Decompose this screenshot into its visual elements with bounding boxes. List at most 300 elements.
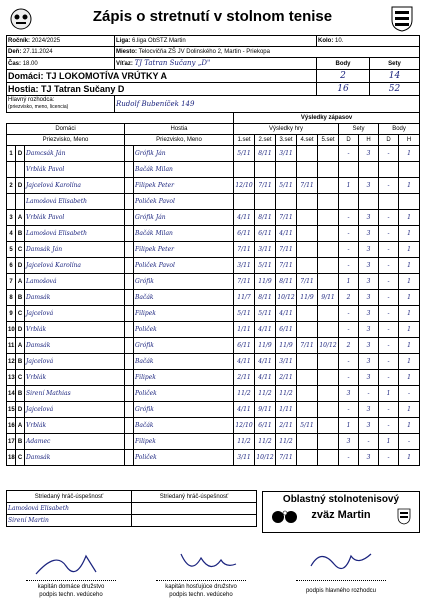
sets-home: -	[339, 242, 359, 258]
dh-header: H	[399, 135, 420, 146]
row-letter: D	[16, 146, 25, 162]
federation-box	[262, 491, 420, 533]
set-score: 8/11	[255, 210, 276, 226]
set-score	[297, 194, 318, 210]
row-number: 1	[7, 146, 16, 162]
table-row	[7, 210, 420, 226]
set-score: 11/2	[234, 386, 255, 402]
table-row	[7, 226, 420, 242]
coat-of-arms-icon	[397, 508, 411, 525]
set-score: 11/2	[255, 434, 276, 450]
striedany-domaci: Striedaný hráč-úspešnosť	[7, 491, 132, 503]
set-score: 11/9	[276, 338, 297, 354]
sets-guest: 3	[359, 354, 379, 370]
sig-home-caption: kapitán domáce družstvo	[37, 584, 105, 590]
set-score: 2/11	[234, 370, 255, 386]
set-score: 4/11	[276, 226, 297, 242]
row-number: 16	[7, 418, 16, 434]
set-score	[318, 226, 339, 242]
den-label: Deň:	[8, 49, 22, 55]
set-header: 4.set	[297, 135, 318, 146]
sets-guest: 3	[359, 146, 379, 162]
row-number	[7, 194, 16, 210]
kolo-label: Kolo:	[318, 38, 334, 44]
row-number: 14	[7, 386, 16, 402]
separator-cell	[125, 146, 134, 162]
points-guest: 1	[399, 450, 420, 466]
table-row	[7, 322, 420, 338]
home-player: Damsák	[25, 290, 125, 306]
set-score: 7/11	[255, 178, 276, 194]
separator-cell	[125, 226, 134, 242]
rozhodca-value: Rudolf Bubeníček 149	[115, 96, 420, 113]
home-player: Sirení Mathias	[25, 386, 125, 402]
sets-home	[339, 194, 359, 210]
points-home: -	[379, 322, 399, 338]
domaci-body: 2	[317, 70, 370, 83]
set-score	[297, 402, 318, 418]
points-guest: -	[399, 434, 420, 450]
rocnik-value: 2024/2025	[31, 38, 61, 44]
set-score	[318, 450, 339, 466]
guest-player: Filipek Peter	[134, 242, 234, 258]
sig-home-caption2: podpis techn. vedúceho	[39, 592, 103, 598]
domaci-sety: 14	[370, 70, 420, 83]
row-number: 9	[7, 306, 16, 322]
miesto-label: Miesto:	[116, 49, 137, 55]
points-guest: 1	[399, 322, 420, 338]
sets-guest: 3	[359, 370, 379, 386]
sets-home: -	[339, 370, 359, 386]
points-guest: 1	[399, 370, 420, 386]
set-header: 5.set	[318, 135, 339, 146]
set-score	[276, 194, 297, 210]
dh-header: D	[379, 135, 399, 146]
sets-home: 1	[339, 178, 359, 194]
home-player: Jajcelová	[25, 354, 125, 370]
set-score: 7/11	[234, 242, 255, 258]
set-score	[297, 370, 318, 386]
points-guest: 1	[399, 274, 420, 290]
set-score: 6/11	[255, 418, 276, 434]
table-row	[7, 290, 420, 306]
points-home: -	[379, 146, 399, 162]
set-score: 7/11	[297, 338, 318, 354]
set-score: 6/11	[234, 226, 255, 242]
set-score: 6/11	[234, 338, 255, 354]
row-number: 13	[7, 370, 16, 386]
points-guest: 1	[399, 210, 420, 226]
guest-player: Bačák	[134, 418, 234, 434]
points-guest: 1	[399, 178, 420, 194]
points-guest: 1	[399, 354, 420, 370]
home-player: Damsák Ján	[25, 242, 125, 258]
points-home: 1	[379, 434, 399, 450]
set-score: 9/11	[255, 402, 276, 418]
table-row	[7, 386, 420, 402]
table-row	[7, 162, 420, 178]
row-number: 5	[7, 242, 16, 258]
sets-home: 2	[339, 338, 359, 354]
set-score	[318, 322, 339, 338]
hostia-label: Hostia:	[8, 84, 39, 94]
guest-player: Bačák	[134, 354, 234, 370]
dh-header: H	[359, 135, 379, 146]
points-guest	[399, 194, 420, 210]
cas-label: Čas:	[8, 60, 22, 67]
row-letter: D	[16, 258, 25, 274]
sets-guest	[359, 194, 379, 210]
sets-guest: -	[359, 434, 379, 450]
set-score: 11/9	[255, 338, 276, 354]
table-row	[7, 354, 420, 370]
set-header: 2.set	[255, 135, 276, 146]
points-guest: 1	[399, 402, 420, 418]
guest-player: Poliček	[134, 386, 234, 402]
points-guest: 1	[399, 146, 420, 162]
points-guest: 1	[399, 242, 420, 258]
separator-cell	[125, 306, 134, 322]
cas-value: 18.00	[22, 60, 38, 67]
home-player: Vrblák	[25, 418, 125, 434]
set-header: 1.set	[234, 135, 255, 146]
set-score: 1/11	[234, 322, 255, 338]
set-score: 5/11	[234, 306, 255, 322]
separator-cell	[125, 242, 134, 258]
set-score	[297, 434, 318, 450]
sets-guest: 3	[359, 290, 379, 306]
set-score	[255, 162, 276, 178]
pm-header-hostia: Priezvisko, Meno	[125, 135, 234, 146]
row-number: 4	[7, 226, 16, 242]
set-score: 5/11	[234, 146, 255, 162]
table-row	[7, 194, 420, 210]
separator-cell	[125, 370, 134, 386]
set-score	[297, 242, 318, 258]
table-row	[7, 306, 420, 322]
home-player: Lamošová Elisabeth	[25, 194, 125, 210]
set-score: 2/11	[276, 370, 297, 386]
sets-guest: 3	[359, 322, 379, 338]
set-score: 6/11	[255, 226, 276, 242]
rozhodca-hint: (priezvisko, meno, licencia)	[8, 104, 69, 110]
points-home: -	[379, 306, 399, 322]
sets-guest: 3	[359, 258, 379, 274]
set-score: 4/11	[234, 402, 255, 418]
set-score	[318, 386, 339, 402]
set-score	[297, 322, 318, 338]
vitaz-label: Víťaz:	[116, 61, 133, 67]
sets-home: 1	[339, 418, 359, 434]
points-home: -	[379, 226, 399, 242]
row-letter: A	[16, 210, 25, 226]
set-score: 7/11	[276, 258, 297, 274]
set-score	[297, 146, 318, 162]
sets-guest	[359, 162, 379, 178]
vysledky-label: Výsledky zápasov	[234, 113, 420, 124]
sets-guest: 3	[359, 210, 379, 226]
sets-guest: 3	[359, 274, 379, 290]
row-letter: B	[16, 290, 25, 306]
set-score: 5/11	[297, 418, 318, 434]
points-home: -	[379, 354, 399, 370]
kolo-value: 10.	[335, 38, 344, 44]
set-score: 10/12	[276, 290, 297, 306]
guest-player: Filipek	[134, 306, 234, 322]
table-row	[7, 434, 420, 450]
set-score	[318, 146, 339, 162]
set-score	[318, 210, 339, 226]
guest-player: Poliček	[134, 322, 234, 338]
row-number: 2	[7, 178, 16, 194]
home-player: Lamošová	[25, 274, 125, 290]
row-number	[7, 162, 16, 178]
hostia-team: TJ Tatran Sučany D	[41, 84, 125, 94]
set-score	[276, 162, 297, 178]
body-label: Body	[317, 58, 370, 70]
sets-home: -	[339, 146, 359, 162]
separator-cell	[125, 322, 134, 338]
set-score	[297, 386, 318, 402]
miesto-value: Telocvičňa ZŠ JV Dolinského 2, Martin - Priekopa	[138, 49, 270, 55]
set-score	[318, 370, 339, 386]
guest-player: Grófik	[134, 338, 234, 354]
results-table	[6, 112, 420, 466]
body-col-header: Body	[379, 124, 420, 135]
set-score: 11/2	[234, 434, 255, 450]
set-score: 12/10	[234, 178, 255, 194]
points-home: -	[379, 242, 399, 258]
row-number: 10	[7, 322, 16, 338]
points-home: -	[379, 402, 399, 418]
points-guest: -	[399, 386, 420, 402]
set-score	[297, 354, 318, 370]
federation-line1: Oblastný stolnotenisový	[282, 494, 400, 505]
liga-value: 6.liga ObSTZ Martin	[132, 38, 186, 44]
table-row	[7, 242, 420, 258]
set-score: 7/11	[234, 274, 255, 290]
guest-player: Grófik	[134, 274, 234, 290]
separator-cell	[125, 290, 134, 306]
sets-home: 3	[339, 434, 359, 450]
header-table	[6, 35, 420, 113]
sets-guest: 3	[359, 242, 379, 258]
points-guest: 1	[399, 306, 420, 322]
separator-cell	[125, 354, 134, 370]
striedany-hostia: Striedaný hráč-úspešnosť	[132, 491, 257, 503]
set-score: 11/2	[276, 434, 297, 450]
set-score: 2/11	[276, 418, 297, 434]
row-letter: B	[16, 434, 25, 450]
set-score: 3/11	[234, 450, 255, 466]
set-score	[318, 162, 339, 178]
set-score: 8/11	[276, 274, 297, 290]
points-home: -	[379, 418, 399, 434]
separator-cell	[125, 194, 134, 210]
row-letter: C	[16, 450, 25, 466]
sets-home: -	[339, 322, 359, 338]
sets-guest: 3	[359, 450, 379, 466]
row-letter: A	[16, 338, 25, 354]
substitute-name: Lamošová Elisabeth	[7, 503, 132, 515]
set-score: 8/11	[255, 290, 276, 306]
hry-col-header: Výsledky hry	[234, 124, 339, 135]
set-score	[318, 178, 339, 194]
den-value: 27.11.2024	[23, 49, 53, 55]
points-home	[379, 194, 399, 210]
set-score: 10/12	[318, 338, 339, 354]
set-score	[318, 274, 339, 290]
results-rows	[7, 146, 420, 466]
guest-player: Bačák Milan	[134, 226, 234, 242]
guest-player: Poliček Pavol	[134, 194, 234, 210]
set-score: 11/7	[234, 290, 255, 306]
set-score: 5/11	[276, 178, 297, 194]
title-bar	[6, 4, 419, 34]
handwritten-signature	[296, 546, 386, 578]
set-score: 12/10	[234, 418, 255, 434]
sets-guest: 3	[359, 226, 379, 242]
sets-home: -	[339, 226, 359, 242]
separator-cell	[125, 258, 134, 274]
set-score	[318, 418, 339, 434]
set-score: 9/11	[318, 290, 339, 306]
row-number: 17	[7, 434, 16, 450]
sets-guest: 3	[359, 306, 379, 322]
separator-cell	[125, 210, 134, 226]
signature-guest	[136, 544, 266, 600]
set-score: 7/11	[276, 242, 297, 258]
guest-player: Filipek Peter	[134, 178, 234, 194]
set-score: 6/11	[276, 322, 297, 338]
set-score	[318, 434, 339, 450]
coat-of-arms-icon	[391, 6, 413, 32]
federation-line2: zväz Martin	[311, 509, 371, 521]
row-letter: B	[16, 226, 25, 242]
sig-guest-caption2: podpis techn. vedúceho	[169, 592, 233, 598]
guest-player: Filipek	[134, 370, 234, 386]
set-score	[318, 258, 339, 274]
table-row	[7, 258, 420, 274]
home-player: Vrblák Pavol	[25, 162, 125, 178]
set-score	[318, 402, 339, 418]
set-score	[297, 226, 318, 242]
table-row	[7, 146, 420, 162]
set-score: 7/11	[276, 450, 297, 466]
set-score: 4/11	[234, 210, 255, 226]
sets-guest: 3	[359, 178, 379, 194]
row-number: 12	[7, 354, 16, 370]
table-row	[7, 450, 420, 466]
row-number: 8	[7, 290, 16, 306]
row-letter: B	[16, 386, 25, 402]
substitute-name: Sirení Martin	[7, 515, 132, 527]
row-number: 7	[7, 274, 16, 290]
sets-guest: 3	[359, 338, 379, 354]
set-score	[318, 306, 339, 322]
home-player: Jajcelová Karolína	[25, 178, 125, 194]
row-letter: A	[16, 274, 25, 290]
set-score	[234, 162, 255, 178]
home-player: Jajcelová	[25, 402, 125, 418]
sig-referee-caption: podpis hlavného rozhodcu	[305, 588, 377, 594]
dh-header: D	[339, 135, 359, 146]
set-score	[318, 242, 339, 258]
sets-home: -	[339, 402, 359, 418]
set-score: 8/11	[255, 146, 276, 162]
domaci-col-header: Domáci	[7, 124, 125, 135]
row-letter: C	[16, 242, 25, 258]
guest-player: Bačák Milan	[134, 162, 234, 178]
row-letter: D	[16, 402, 25, 418]
sets-home	[339, 162, 359, 178]
separator-cell	[125, 450, 134, 466]
points-home: -	[379, 210, 399, 226]
row-number: 3	[7, 210, 16, 226]
guest-player: Bačák	[134, 290, 234, 306]
rocnik-label: Ročník:	[8, 38, 31, 44]
rozhodca-label: Hlavný rozhodca:	[8, 97, 55, 103]
sets-guest: 3	[359, 402, 379, 418]
row-letter: B	[16, 354, 25, 370]
sety-col-header: Sety	[339, 124, 379, 135]
set-score: 5/11	[255, 258, 276, 274]
separator-cell	[125, 386, 134, 402]
set-score: 7/11	[297, 178, 318, 194]
set-score	[234, 194, 255, 210]
domaci-label: Domáci:	[8, 71, 44, 81]
set-score: 3/11	[234, 258, 255, 274]
separator-cell	[125, 402, 134, 418]
home-player: Jajcelová Karolína	[25, 258, 125, 274]
row-letter	[16, 194, 25, 210]
set-score: 4/11	[276, 306, 297, 322]
row-letter: C	[16, 370, 25, 386]
guest-player: Poliček Pavol	[134, 258, 234, 274]
set-score: 7/11	[276, 210, 297, 226]
separator-cell	[125, 178, 134, 194]
set-score: 3/11	[255, 242, 276, 258]
row-letter: D	[16, 322, 25, 338]
sig-guest-caption: kapitán hosťujúce družstvo	[165, 584, 237, 590]
row-number: 15	[7, 402, 16, 418]
set-score	[297, 450, 318, 466]
set-score	[318, 194, 339, 210]
page-title: Zápis o stretnutí v stolnom tenise	[92, 8, 333, 25]
sets-guest: -	[359, 386, 379, 402]
home-player: Vrblák Pavol	[25, 210, 125, 226]
sets-home: 3	[339, 386, 359, 402]
set-score: 3/11	[276, 146, 297, 162]
sets-home: -	[339, 306, 359, 322]
set-score	[297, 258, 318, 274]
signature-home	[6, 544, 136, 600]
domaci-team: TJ LOKOMOTÍVA VRÚTKY A	[46, 71, 168, 81]
table-row	[7, 274, 420, 290]
sets-home: -	[339, 210, 359, 226]
set-header: 3.set	[276, 135, 297, 146]
points-home: -	[379, 274, 399, 290]
table-row	[7, 178, 420, 194]
points-guest: 1	[399, 290, 420, 306]
signature-referee	[276, 544, 406, 600]
row-letter	[16, 162, 25, 178]
guest-player: Grófik	[134, 402, 234, 418]
home-player: Jajcelová	[25, 306, 125, 322]
points-home: -	[379, 178, 399, 194]
separator-cell	[125, 274, 134, 290]
handwritten-signature	[156, 546, 246, 578]
